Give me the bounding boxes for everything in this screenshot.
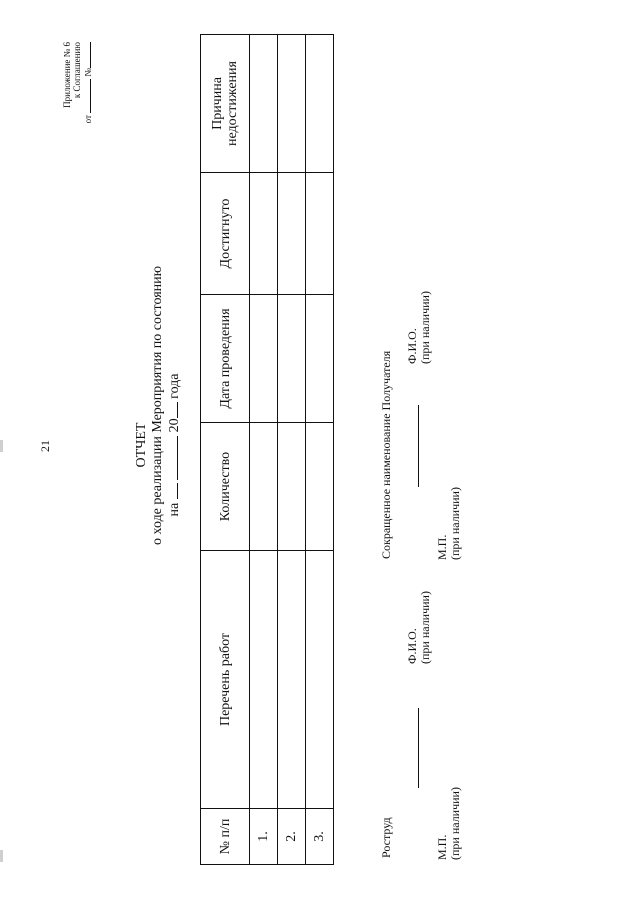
table-cell: 3. bbox=[306, 809, 334, 865]
number-blank bbox=[82, 42, 91, 68]
left-mp-label: М.П. bbox=[435, 834, 449, 860]
table-row bbox=[250, 35, 278, 865]
scan-edge-mark bbox=[0, 850, 3, 862]
right-signature-line bbox=[418, 405, 419, 487]
col-header-achieved: Достигнуто bbox=[201, 173, 250, 295]
date-blank bbox=[82, 79, 91, 113]
appendix-number: № bbox=[83, 68, 93, 77]
report-date-line bbox=[166, 345, 183, 545]
right-fio-label: Ф.И.О. bbox=[405, 328, 419, 364]
left-signatory-fio bbox=[406, 591, 432, 664]
left-fio-note: (при наличии) bbox=[418, 591, 432, 664]
table-cell bbox=[250, 173, 278, 295]
table-cell bbox=[306, 423, 334, 551]
table-cell bbox=[278, 295, 306, 423]
table-cell: 1. bbox=[250, 809, 278, 865]
appendix-note bbox=[62, 42, 93, 132]
col-header-reason: Причина недостижения bbox=[201, 35, 250, 173]
table-header-row bbox=[201, 35, 250, 865]
day-blank bbox=[166, 483, 178, 499]
table-cell bbox=[250, 423, 278, 551]
year-prefix: 20 bbox=[167, 418, 182, 433]
right-signatory-org: Сокращенное наименование Получателя bbox=[379, 350, 393, 559]
right-mp-label: М.П. bbox=[435, 534, 449, 560]
scan-edge-mark bbox=[0, 440, 3, 452]
table-row bbox=[278, 35, 306, 865]
left-fio-label: Ф.И.О. bbox=[405, 628, 419, 664]
report-title: ОТЧЕТ bbox=[134, 422, 149, 468]
col-header-quantity: Количество bbox=[201, 423, 250, 551]
table-cell bbox=[278, 551, 306, 809]
table-cell bbox=[278, 173, 306, 295]
table-cell bbox=[306, 295, 334, 423]
appendix-from: от bbox=[83, 115, 93, 124]
year-blank bbox=[166, 402, 178, 418]
right-stamp-place bbox=[436, 487, 462, 560]
report-subtitle: о ходе реализации Мероприятия по состоянию bbox=[150, 265, 165, 545]
report-title-block bbox=[134, 265, 183, 545]
table-cell bbox=[250, 551, 278, 809]
table-cell bbox=[278, 423, 306, 551]
appendix-line-3 bbox=[82, 42, 93, 132]
right-fio-note: (при наличии) bbox=[418, 291, 432, 364]
table-cell bbox=[306, 551, 334, 809]
month-blank bbox=[166, 436, 178, 480]
appendix-line-1: Приложение № 6 bbox=[62, 42, 72, 108]
year-suffix: года bbox=[167, 373, 182, 399]
col-header-number: № п/п bbox=[201, 809, 250, 865]
page-number: 21 bbox=[38, 440, 52, 452]
left-signatory-org: Роструд bbox=[379, 817, 393, 858]
table-row bbox=[306, 35, 334, 865]
table-cell bbox=[250, 295, 278, 423]
table-cell bbox=[250, 35, 278, 173]
right-signatory-fio bbox=[406, 291, 432, 364]
right-mp-note: (при наличии) bbox=[448, 487, 462, 560]
appendix-line-2: к Соглашению bbox=[72, 42, 82, 99]
table-cell bbox=[278, 35, 306, 173]
col-header-date: Дата проведения bbox=[201, 295, 250, 423]
date-on-label: на bbox=[167, 502, 182, 517]
table-cell: 2. bbox=[278, 809, 306, 865]
col-header-works: Перечень работ bbox=[201, 551, 250, 809]
table-cell bbox=[306, 35, 334, 173]
left-stamp-place bbox=[436, 787, 462, 860]
table-cell bbox=[306, 173, 334, 295]
left-signature-line bbox=[418, 708, 419, 788]
left-mp-note: (при наличии) bbox=[448, 787, 462, 860]
report-table bbox=[200, 34, 334, 865]
